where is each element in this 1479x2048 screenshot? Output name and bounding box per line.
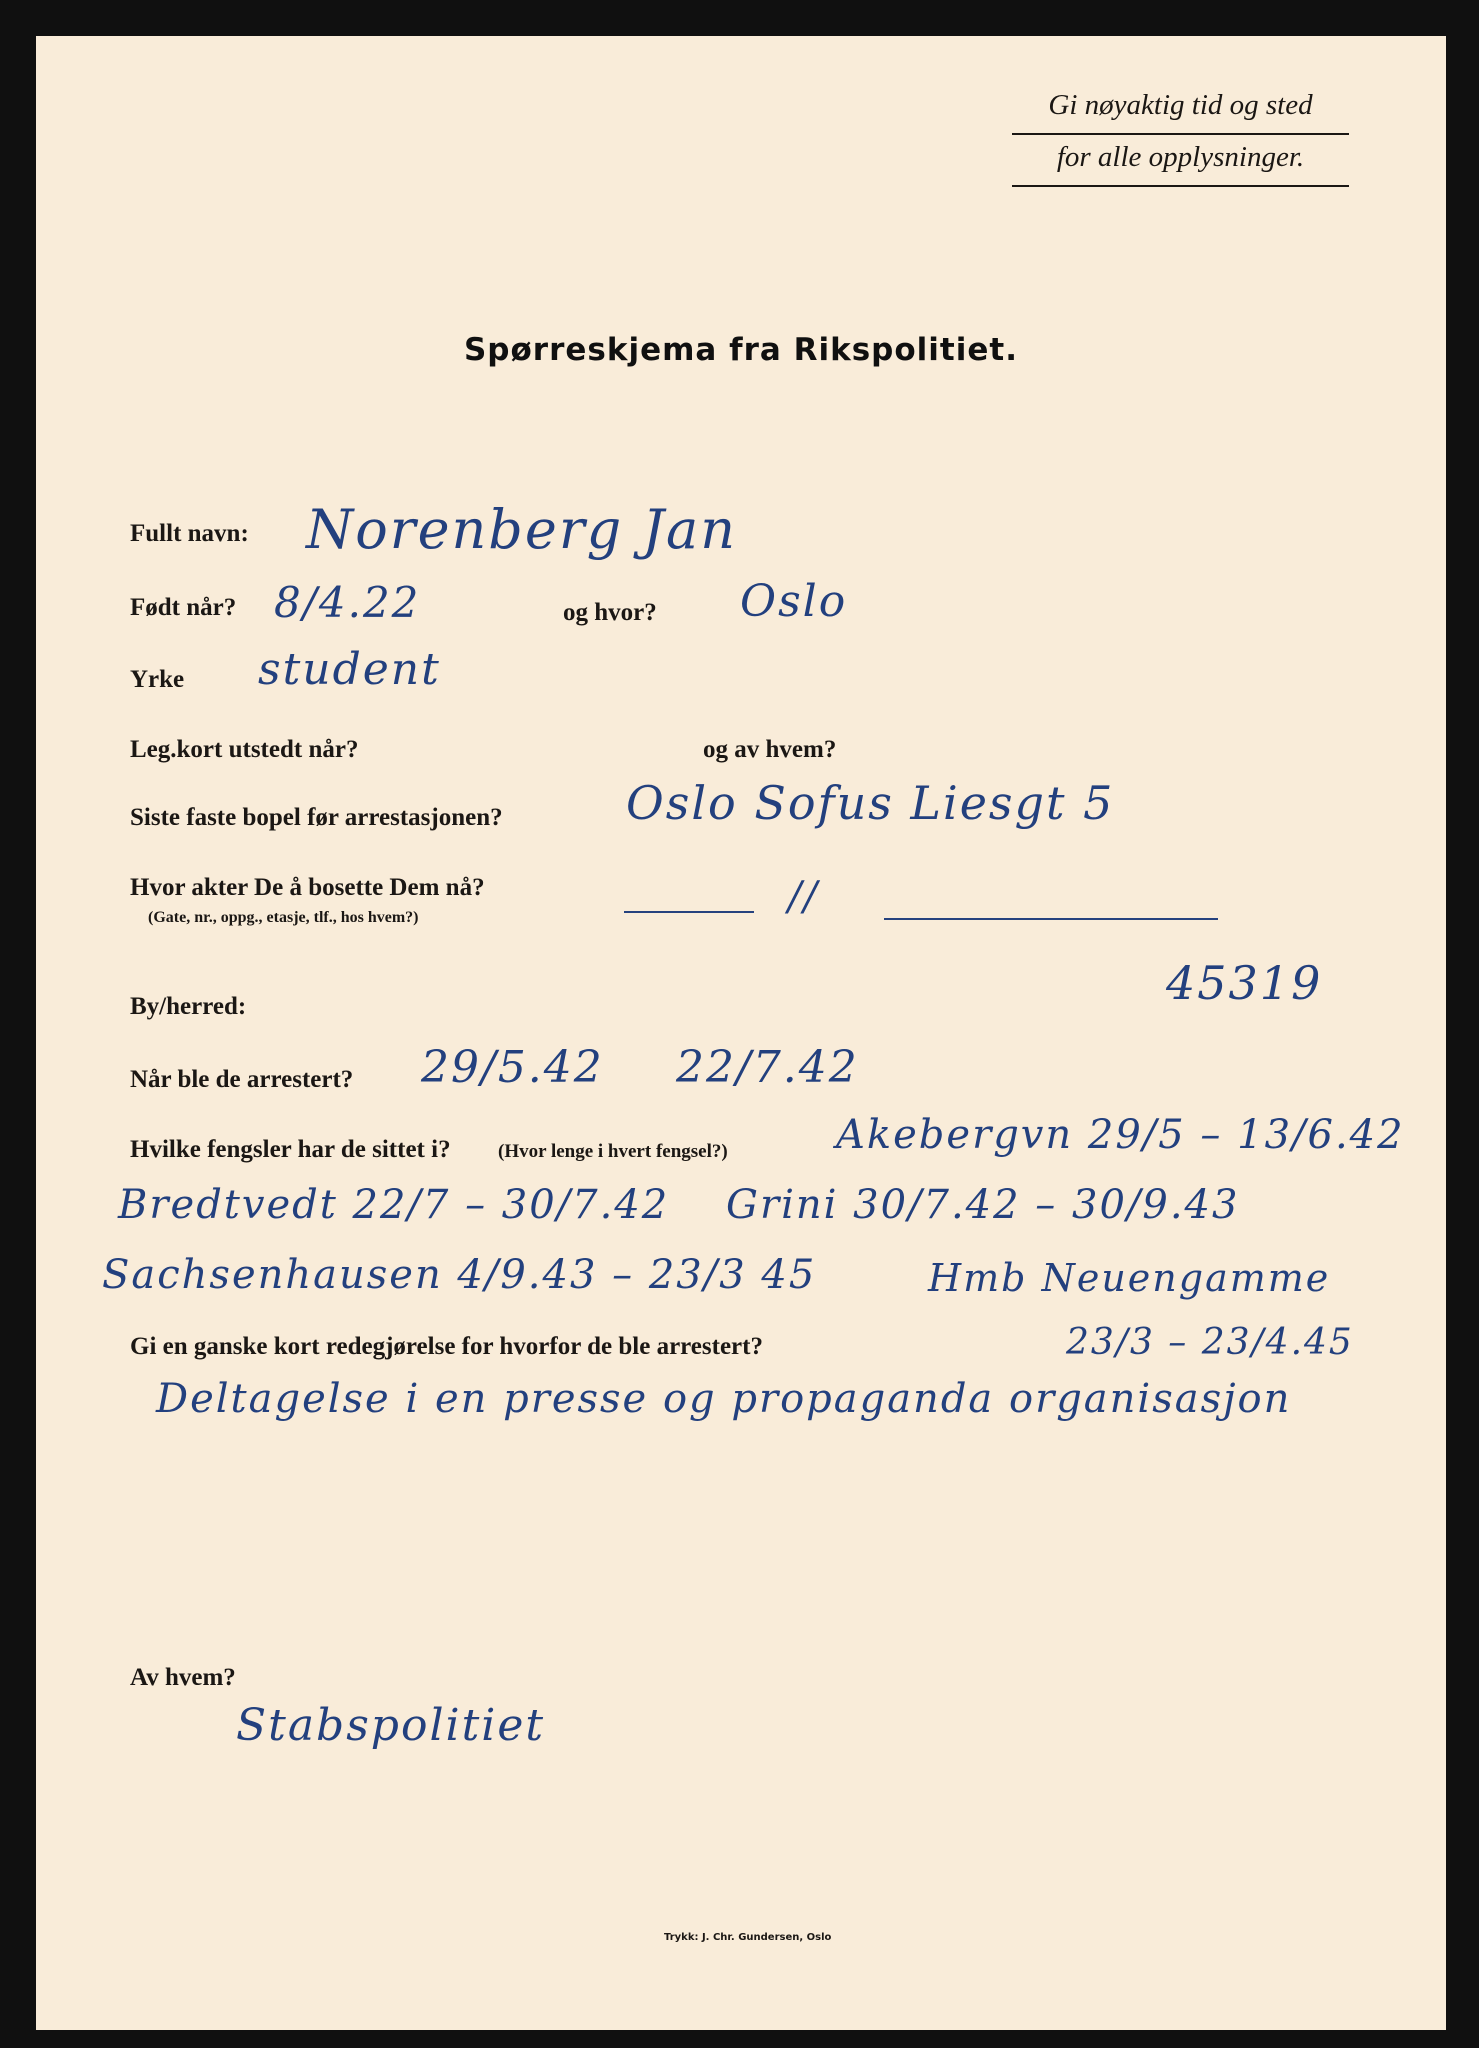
label-full-name: Fullt navn: <box>130 520 249 547</box>
value-future-address-ditto: // <box>788 874 819 920</box>
value-full-name: Norenberg Jan <box>306 498 737 561</box>
ditto-line-right <box>884 918 1218 920</box>
label-future-address-hint: (Gate, nr., oppg., etasje, tlf., hos hvem?) <box>148 909 419 926</box>
label-birth-place: og hvor? <box>563 599 657 626</box>
value-arrest-date-1: 29/5.42 <box>421 1042 604 1093</box>
value-prison-4: Sachsenhausen 4/9.43 – 23/3 45 <box>102 1252 817 1298</box>
label-municipality: By/herred: <box>130 993 247 1020</box>
label-id-card-issued: Leg.kort utstedt når? <box>130 736 359 763</box>
questionnaire-sheet <box>36 36 1446 2030</box>
value-prison-3: Grini 30/7.42 – 30/9.43 <box>726 1182 1240 1228</box>
value-birth-date: 8/4.22 <box>274 578 421 627</box>
label-birth-date: Født når? <box>130 594 237 621</box>
value-by-whom: Stabspolitiet <box>236 1700 546 1751</box>
notice-line-2: for alle opplysninger. <box>1012 135 1349 187</box>
label-by-whom: Av hvem? <box>130 1664 236 1691</box>
ditto-line-left <box>624 911 754 913</box>
value-birth-place: Oslo <box>740 576 848 627</box>
instruction-notice <box>1012 83 1349 187</box>
label-last-address: Siste faste bopel før arrestasjonen? <box>130 804 503 831</box>
label-id-card-issuer: og av hvem? <box>703 736 837 763</box>
printer-imprint: Trykk: J. Chr. Gundersen, Oslo <box>664 1932 832 1943</box>
value-prison-1: Akebergvn 29/5 – 13/6.42 <box>836 1112 1405 1158</box>
page-title: Spørreskjema fra Rikspolitiet. <box>463 332 1018 368</box>
value-arrest-date-2: 22/7.42 <box>676 1042 859 1093</box>
value-reason: Deltagelse i en presse og propaganda organisasjon <box>156 1376 1292 1422</box>
label-prisons-hint: (Hvor lenge i hvert fengsel?) <box>498 1141 728 1162</box>
label-arrest-date: Når ble de arrestert? <box>130 1066 354 1093</box>
notice-line-1: Gi nøyaktig tid og sted <box>1012 83 1349 135</box>
label-future-address: Hvor akter De å bosette Dem nå? <box>130 874 485 901</box>
value-last-address: Oslo Sofus Liesgt 5 <box>626 776 1115 830</box>
label-reason: Gi en ganske kort redegjørelse for hvorfor de ble arrestert? <box>130 1333 763 1360</box>
label-occupation: Yrke <box>130 666 185 693</box>
value-case-number: 45319 <box>1166 956 1323 1010</box>
value-occupation: student <box>258 644 441 695</box>
value-prison-2: Bredtvedt 22/7 – 30/7.42 <box>118 1182 670 1228</box>
value-prison-5-dates: 23/3 – 23/4.45 <box>1066 1322 1354 1363</box>
label-prisons: Hvilke fengsler har de sittet i? <box>130 1136 451 1163</box>
value-prison-5: Hmb Neuengamme <box>928 1256 1331 1300</box>
